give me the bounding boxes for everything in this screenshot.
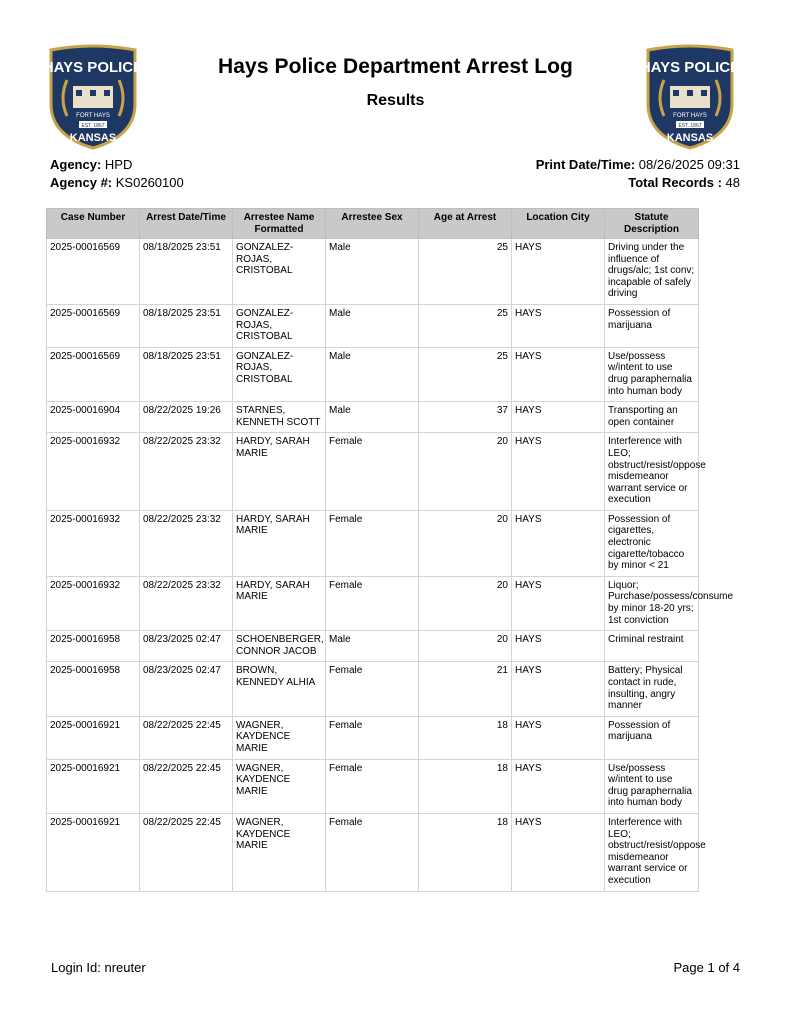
table-row (47, 347, 699, 401)
location-city-cell: HAYS (512, 347, 605, 401)
case-number-cell: 2025-00016932 (47, 576, 140, 630)
case-number-cell: 2025-00016932 (47, 510, 140, 576)
column-header-statute-description: Statute Description (605, 209, 699, 239)
svg-text:HAYS POLICE: HAYS POLICE (45, 59, 141, 76)
arrest-datetime-cell: 08/18/2025 23:51 (140, 304, 233, 347)
location-city-cell: HAYS (512, 576, 605, 630)
location-city-cell: HAYS (512, 402, 605, 433)
arrest-datetime-cell: 08/23/2025 02:47 (140, 631, 233, 662)
arrest-datetime-cell: 08/22/2025 23:32 (140, 576, 233, 630)
arrestee-name-cell: HARDY, SARAH MARIE (233, 433, 326, 511)
arrestee-name-cell: HARDY, SARAH MARIE (233, 510, 326, 576)
statute-description-cell: Criminal restraint (605, 631, 699, 662)
arrestee-sex-cell: Female (326, 716, 419, 759)
arrestee-name-cell: HARDY, SARAH MARIE (233, 576, 326, 630)
age-at-arrest-cell: 20 (419, 631, 512, 662)
age-at-arrest-cell: 25 (419, 239, 512, 305)
location-city-cell: HAYS (512, 662, 605, 716)
arrestee-sex-cell: Female (326, 662, 419, 716)
agency-number-label: Agency #: (50, 175, 113, 190)
case-number-cell: 2025-00016932 (47, 433, 140, 511)
statute-description-cell: Use/possess w/intent to use drug paraphernalia into human body (605, 759, 699, 813)
arrestee-sex-cell: Male (326, 304, 419, 347)
agency-number-value: KS0260100 (115, 175, 184, 190)
location-city-cell: HAYS (512, 716, 605, 759)
column-header-age-at-arrest: Age at Arrest (419, 209, 512, 239)
location-city-cell: HAYS (512, 759, 605, 813)
arrestee-sex-cell: Female (326, 433, 419, 511)
print-datetime-value: 08/26/2025 09:31 (638, 157, 740, 172)
agency-info (50, 156, 184, 192)
statute-description-cell: Possession of marijuana (605, 304, 699, 347)
arrestee-sex-cell: Female (326, 576, 419, 630)
arrestee-sex-cell: Male (326, 347, 419, 401)
age-at-arrest-cell: 37 (419, 402, 512, 433)
svg-text:FORT HAYS: FORT HAYS (76, 113, 110, 119)
column-header-location-city: Location City (512, 209, 605, 239)
statute-description-cell: Liquor; Purchase/possess/consume by minor 18-20 yrs; 1st conviction (605, 576, 699, 630)
age-at-arrest-cell: 20 (419, 510, 512, 576)
table-row (47, 402, 699, 433)
login-id: Login Id: nreuter (51, 960, 146, 975)
print-info (536, 156, 740, 192)
location-city-cell: HAYS (512, 304, 605, 347)
svg-text:EST. 1867: EST. 1867 (81, 123, 105, 129)
statute-description-cell: Possession of cigarettes, electronic cigarette/tobacco by minor < 21 (605, 510, 699, 576)
column-header-arrestee-sex: Arrestee Sex (326, 209, 419, 239)
arrest-datetime-cell: 08/22/2025 22:45 (140, 716, 233, 759)
arrestee-name-cell: WAGNER, KAYDENCE MARIE (233, 716, 326, 759)
svg-text:KANSAS: KANSAS (666, 132, 714, 144)
arrest-datetime-cell: 08/18/2025 23:51 (140, 347, 233, 401)
case-number-cell: 2025-00016921 (47, 759, 140, 813)
case-number-cell: 2025-00016921 (47, 716, 140, 759)
arrest-datetime-cell: 08/22/2025 22:45 (140, 813, 233, 891)
case-number-cell: 2025-00016904 (47, 402, 140, 433)
case-number-cell: 2025-00016569 (47, 347, 140, 401)
age-at-arrest-cell: 18 (419, 716, 512, 759)
page-subtitle: Results (366, 92, 425, 109)
table-row (47, 662, 699, 716)
arrest-datetime-cell: 08/22/2025 19:26 (140, 402, 233, 433)
age-at-arrest-cell: 18 (419, 759, 512, 813)
print-datetime-label: Print Date/Time: (535, 157, 636, 172)
svg-text:FORT HAYS: FORT HAYS (673, 113, 707, 119)
agency-label: Agency: (50, 157, 102, 172)
table-row (47, 631, 699, 662)
agency-value: HPD (104, 157, 133, 172)
case-number-cell: 2025-00016569 (47, 304, 140, 347)
age-at-arrest-cell: 25 (419, 347, 512, 401)
statute-description-cell: Transporting an open container (605, 402, 699, 433)
total-records-line (536, 174, 740, 192)
page-title: Hays Police Department Arrest Log (218, 55, 573, 78)
column-header-case-number: Case Number (47, 209, 140, 239)
age-at-arrest-cell: 21 (419, 662, 512, 716)
arrest-datetime-cell: 08/18/2025 23:51 (140, 239, 233, 305)
arrestee-name-cell: WAGNER, KAYDENCE MARIE (233, 813, 326, 891)
age-at-arrest-cell: 25 (419, 304, 512, 347)
arrestee-sex-cell: Male (326, 239, 419, 305)
agency-line (50, 156, 184, 174)
statute-description-cell: Possession of marijuana (605, 716, 699, 759)
total-records-value: 48 (725, 175, 740, 190)
location-city-cell: HAYS (512, 433, 605, 511)
print-datetime-line (536, 156, 740, 174)
case-number-cell: 2025-00016921 (47, 813, 140, 891)
arrest-datetime-cell: 08/22/2025 23:32 (140, 433, 233, 511)
table-row (47, 576, 699, 630)
arrestee-sex-cell: Male (326, 631, 419, 662)
arrest-datetime-cell: 08/22/2025 22:45 (140, 759, 233, 813)
page-number: Page 1 of 4 (673, 960, 740, 975)
column-header-arrest-datetime: Arrest Date/Time (140, 209, 233, 239)
agency-number-line (50, 174, 184, 192)
arrest-datetime-cell: 08/23/2025 02:47 (140, 662, 233, 716)
statute-description-cell: Interference with LEO; obstruct/resist/oppose misdemeanor warrant service or execution (605, 813, 699, 891)
table-row (47, 239, 699, 305)
arrestee-sex-cell: Male (326, 402, 419, 433)
statute-description-cell: Interference with LEO; obstruct/resist/oppose misdemeanor warrant service or execution (605, 433, 699, 511)
statute-description-cell: Driving under the influence of drugs/alc; 1st conv; incapable of safely driving (605, 239, 699, 305)
arrestee-name-cell: WAGNER, KAYDENCE MARIE (233, 759, 326, 813)
table-row (47, 716, 699, 759)
arrest-log-body (47, 239, 734, 892)
arrest-datetime-cell: 08/22/2025 23:32 (140, 510, 233, 576)
arrest-log-table (46, 208, 734, 892)
case-number-cell: 2025-00016958 (47, 662, 140, 716)
arrestee-sex-cell: Female (326, 813, 419, 891)
arrestee-name-cell: GONZALEZ-ROJAS, CRISTOBAL (233, 347, 326, 401)
case-number-cell: 2025-00016958 (47, 631, 140, 662)
table-row (47, 304, 699, 347)
statute-description-cell: Use/possess w/intent to use drug paraphernalia into human body (605, 347, 699, 401)
location-city-cell: HAYS (512, 239, 605, 305)
location-city-cell: HAYS (512, 631, 605, 662)
svg-text:HAYS POLICE: HAYS POLICE (642, 59, 738, 76)
arrestee-name-cell: STARNES, KENNETH SCOTT (233, 402, 326, 433)
arrestee-name-cell: SCHOENBERGER, CONNOR JACOB (233, 631, 326, 662)
svg-text:KANSAS: KANSAS (69, 132, 117, 144)
column-header-arrestee-name: Arrestee Name Formatted (233, 209, 326, 239)
table-header-row (47, 209, 699, 239)
age-at-arrest-cell: 20 (419, 433, 512, 511)
arrestee-name-cell: GONZALEZ-ROJAS, CRISTOBAL (233, 239, 326, 305)
arrestee-name-cell: GONZALEZ-ROJAS, CRISTOBAL (233, 304, 326, 347)
age-at-arrest-cell: 20 (419, 576, 512, 630)
arrestee-sex-cell: Female (326, 510, 419, 576)
svg-text:EST. 1867: EST. 1867 (678, 123, 702, 129)
total-records-label: Total Records : (628, 175, 722, 190)
case-number-cell: 2025-00016569 (47, 239, 140, 305)
table-row (47, 433, 699, 511)
table-row (47, 510, 699, 576)
arrestee-sex-cell: Female (326, 759, 419, 813)
location-city-cell: HAYS (512, 813, 605, 891)
arrestee-name-cell: BROWN, KENNEDY ALHIA (233, 662, 326, 716)
statute-description-cell: Battery; Physical contact in rude, insulting, angry manner (605, 662, 699, 716)
table-row (47, 759, 699, 813)
location-city-cell: HAYS (512, 510, 605, 576)
table-row (47, 813, 699, 891)
age-at-arrest-cell: 18 (419, 813, 512, 891)
